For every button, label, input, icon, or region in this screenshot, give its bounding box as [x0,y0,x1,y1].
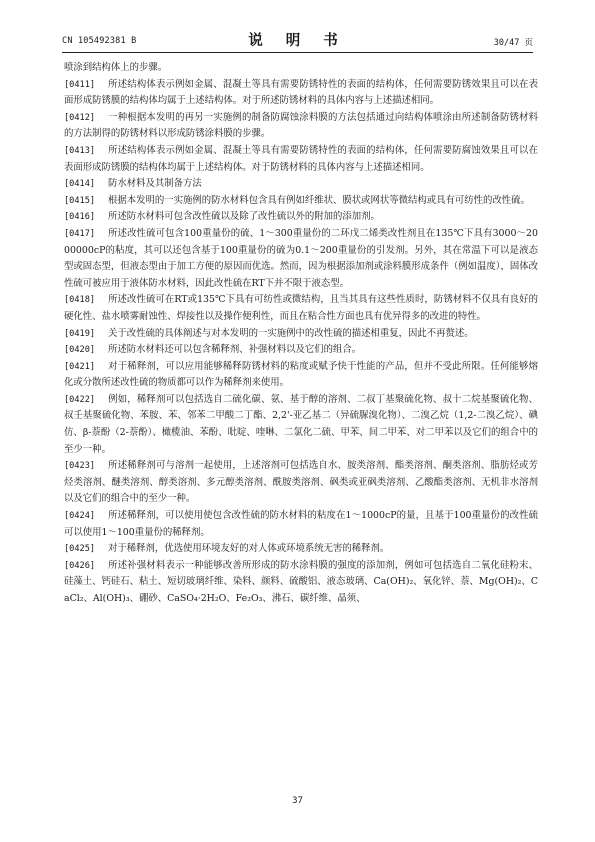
paragraph-number: [0424] [64,511,96,522]
paragraph-number: [0422] [64,394,96,405]
paragraph [64,326,538,343]
paragraph-number: [0426] [64,560,96,571]
paragraph [64,508,538,541]
paragraph-number: [0425] [64,544,96,555]
paragraph-text: 所述补强材料表示一种能够改善所形成的防水涂料膜的强度的添加剂，例如可包括选自二氧化硅粉末、硅藻土、钙硅石、粘土、短切玻璃纤维、染料、颜料、硫酸铝、液态玻璃、Ca(OH)₂、氧化锌、萘、Mg(OH)₂、CaCl₂、Al(OH)₃、硼砂、CaSO₄·2H₂O、Fe₂O₃、沸石、碳纤维、晶须、 [64,559,538,604]
paragraph-text: 一种根据本发明的再另一实施例的制备防腐蚀涂料膜的方法包括通过向结构体喷涂由所述制备防锈材料的方法制得的防锈材料以形成防锈涂料膜的步骤。 [64,111,538,140]
page-header [62,28,533,48]
paragraph [64,458,538,508]
paragraph-text: 喷涂到结构体上的步骤。 [64,62,168,73]
paragraph [64,342,538,359]
paragraph-text: 防水材料及其制备方法 [108,178,202,190]
paragraph-number: [0420] [64,345,96,356]
paragraph-text: 关于改性硫的具体阐述与对本发明的一实施例中的改性硫的描述相重复，因此不再赘述。 [108,327,474,339]
paragraph-text: 根据本发明的一实施例的防水材料包含具有例如纤维状、膜状或网状等微结构或具有可纺性的改性硫。 [108,194,530,206]
paragraph-text: 对于稀释剂，优选使用环境友好的对人体或环境系统无害的稀释剂。 [108,543,390,555]
paragraph-number: [0419] [64,328,96,339]
paragraph [64,176,538,193]
paragraph [64,292,538,325]
paragraph-number: [0415] [64,195,96,206]
paragraph-number: [0414] [64,179,96,190]
paragraph-text: 例如，稀释剂可以包括选自二硫化碳、氨、基于醇的溶剂、二叔丁基聚硫化物、叔十二烷基聚硫化物、叔壬基聚硫化物、苯胺、苯、邻苯二甲酸二丁酯、2,2'-亚乙基二（异硫脲溴化物）、二溴乙烷（1,2-二溴乙烷）、碘仿、β-萘酚（2-萘酚）、橄榄油、苯酚、吡啶、喹啉、二氯化二硫、甲苯、间二甲苯、对二甲苯以及它们的组合中的至少一种。 [64,393,538,455]
paragraph [64,226,538,292]
paragraph [64,392,538,458]
paragraph-number: [0416] [64,212,96,223]
paragraph-text: 所述结构体表示例如金属、混凝土等具有需要防锈特性的表面的结构体，任何需要防腐蚀效果且可以在表面形成防锈膜的结构体均属于上述结构体。对于防锈材料的具体内容与上述描述相同。 [64,144,538,173]
paragraph [64,359,538,392]
paragraph-text: 所述结构体表示例如金属、混凝土等具有需要防锈特性的表面的结构体，任何需要防锈效果且可以在表面形成防锈膜的结构体均属于上述结构体。对于所述防锈材料的具体内容与上述描述相同。 [64,78,538,107]
paragraph-text: 所述防水材料可包含改性硫以及除了改性硫以外的附加的添加剂。 [108,211,380,223]
paragraph [64,193,538,210]
document-title: 说 明 书 [248,32,347,49]
page-indicator: 30/47 页 [493,38,533,48]
paragraph [64,110,538,143]
paragraph [64,541,538,558]
paragraph-number: [0411] [64,79,96,90]
paragraph-text: 所述防水材料还可以包含稀释剂、补强材料以及它们的组合。 [108,344,362,356]
paragraph [64,558,538,608]
paragraph-text: 对于稀释剂，可以应用能够稀释防锈材料的粘度或赋予快干性能的产品，但并不受此所限。任何能够熔化或分散所述改性硫的物质都可以作为稀释剂来使用。 [64,360,538,389]
paragraph-text: 所述稀释剂可与溶剂一起使用，上述溶剂可包括选自水、胺类溶剂、酯类溶剂、酮类溶剂、脂肪烃或芳烃类溶剂、醚类溶剂、醇类溶剂、多元醇类溶剂、酰胺类溶剂、砜类或亚砜类溶剂、乙酸酯类溶剂、无机非水溶剂以及它们的组合中的至少一种。 [64,460,538,505]
paragraph-number: [0423] [64,461,96,472]
patent-number: CN 105492381 B [62,36,137,46]
paragraph-number: [0421] [64,361,96,372]
paragraph-number: [0418] [64,295,96,306]
paragraph-number: [0412] [64,112,96,123]
paragraph-text: 所述改性硫可在RT或135℃下具有可纺性或微结构，且当其具有这些性质时，防锈材料不仅具有良好的硬化性、盐水喷雾耐蚀性、焊接性以及操作便利性，而且在粘合性方面也具有优异得多的改进的特性。 [64,294,538,322]
page-number: 37 [292,796,303,806]
document-body [64,60,538,608]
paragraph [64,209,538,226]
paragraph [64,77,538,110]
header-divider [62,52,533,53]
paragraph [64,143,538,176]
paragraph-number: [0417] [64,228,96,239]
paragraph [64,60,538,77]
paragraph-text: 所述改性硫可包含100重量份的硫、1～300重量份的二环戊二烯类改性剂且在135℃下具有3000～2000000cP的粘度，其可以还包含基于100重量份的硫为0.1～200重量份的引发剂。另外，其在常温下可以是液态型或固态型，但液态型由于加工方便的原因而优选。然而，因为根据添加剂或涂料膜形成条件（例如温度），固体改性硫可被应用于液体防水材料，因此改性硫在RT下并不限于液态型。 [64,227,538,289]
paragraph-number: [0413] [64,145,96,156]
paragraph-text: 所述稀释剂，可以使用使包含改性硫的防水材料的粘度在1～1000cP的量，且基于100重量份的改性硫可以使用1～100重量份的稀释剂。 [64,510,538,538]
